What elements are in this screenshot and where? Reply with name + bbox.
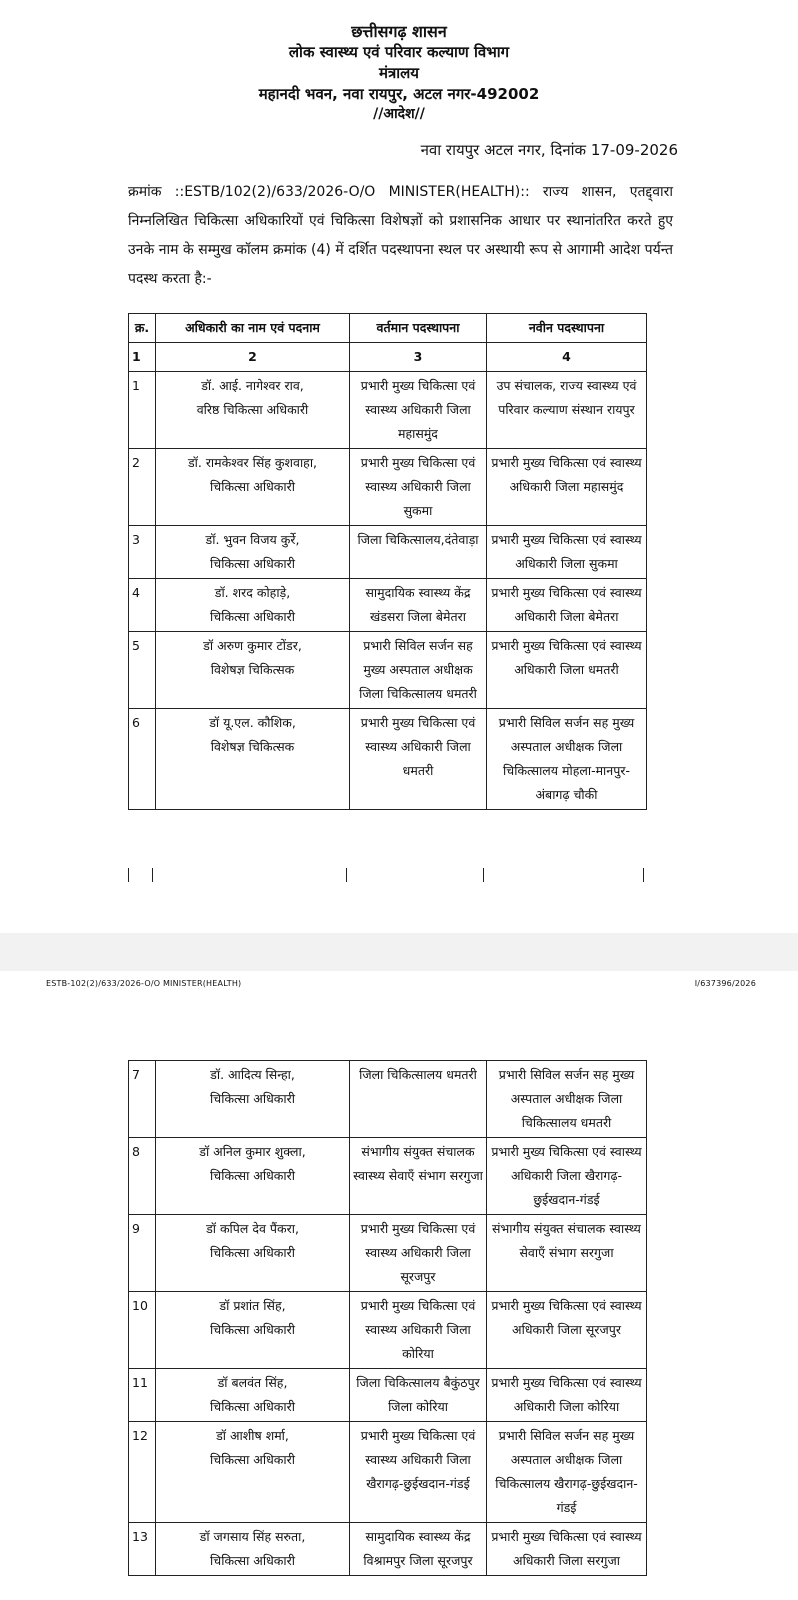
new-posting-cell bbox=[487, 1369, 647, 1422]
current-posting: जिला चिकित्सालय धमतरी bbox=[359, 1067, 477, 1082]
new-posting-cell bbox=[487, 1061, 647, 1138]
officer-name: डॉ कपिल देव पैंकरा, bbox=[206, 1221, 299, 1236]
officer-name: डॉ जगसाय सिंह सरुता, bbox=[199, 1529, 306, 1544]
new-posting: प्रभारी मुख्य चिकित्सा एवं स्वास्थ्य अधिकारी जिला सूरजपुर bbox=[491, 1298, 642, 1337]
officer-name: डॉ. आदित्य सिन्हा, bbox=[210, 1067, 295, 1082]
new-posting: प्रभारी सिविल सर्जन सह मुख्य अस्पताल अधीक्षक जिला चिकित्सालय खैरागढ़-छुईखदान-गंडई bbox=[495, 1428, 638, 1515]
officer-designation: चिकित्सा अधिकारी bbox=[210, 1168, 295, 1183]
serial-number: 5 bbox=[132, 638, 140, 653]
officer-name: डॉ आशीष शर्मा, bbox=[216, 1428, 289, 1443]
transfer-table-page1 bbox=[128, 313, 647, 810]
current-posting-cell bbox=[350, 372, 487, 449]
current-posting: सामुदायिक स्वास्थ्य केंद्र विश्रामपुर जिला सूरजपुर bbox=[363, 1529, 473, 1568]
table-row bbox=[129, 1422, 647, 1523]
current-posting-cell bbox=[350, 1523, 487, 1576]
current-posting: प्रभारी मुख्य चिकित्सा एवं स्वास्थ्य अधिकारी जिला कोरिया bbox=[360, 1298, 476, 1361]
new-posting: संभागीय संयुक्त संचालक स्वास्थ्य सेवाएँ संभाग सरगुजा bbox=[492, 1221, 641, 1260]
table-row bbox=[129, 632, 647, 709]
officer-designation: चिकित्सा अधिकारी bbox=[210, 609, 295, 624]
table-row bbox=[129, 579, 647, 632]
new-posting-cell bbox=[487, 526, 647, 579]
page-separator bbox=[0, 933, 798, 971]
officer-name: डॉ. आई. नागेश्वर राव, bbox=[201, 378, 304, 393]
officer-designation: चिकित्सा अधिकारी bbox=[210, 1322, 295, 1337]
order-paragraph: क्रमांक ::ESTB/102(2)/633/2026-O/O MINISTER(HEALTH):: राज्य शासन, एतद्द्वारा निम्नलिखित चिकित्सा अधिकारियों एवं चिकित्सा विशेषज्ञों को प्रशासनिक आधार पर स्थानांतरित करते हुए उनके नाम के सम्मुख कॉलम क्रमांक (4) में दर्शित पदस्थापना स्थल पर अस्थायी रूप से आगामी आदेश पर्यन्त पदस्थ करता है:- bbox=[128, 184, 673, 287]
officer-cell bbox=[156, 1061, 350, 1138]
serial-number: 9 bbox=[132, 1221, 140, 1236]
current-posting-cell bbox=[350, 449, 487, 526]
current-posting-cell bbox=[350, 1061, 487, 1138]
table-continuation-lines bbox=[128, 868, 648, 882]
officer-name: डॉ. शरद कोहाड़े, bbox=[214, 585, 291, 600]
new-posting-cell bbox=[487, 632, 647, 709]
serial-cell bbox=[129, 709, 156, 810]
header-current-posting: वर्तमान पदस्थापना bbox=[350, 314, 487, 343]
officer-designation: विशेषज्ञ चिकित्सक bbox=[210, 739, 295, 754]
officer-cell bbox=[156, 1422, 350, 1523]
new-posting-cell bbox=[487, 372, 647, 449]
officer-cell bbox=[156, 1215, 350, 1292]
new-posting-cell bbox=[487, 709, 647, 810]
new-posting: उप संचालक, राज्य स्वास्थ्य एवं परिवार कल्याण संस्थान रायपुर bbox=[496, 378, 637, 417]
current-posting-cell bbox=[350, 1422, 487, 1523]
table-row bbox=[129, 449, 647, 526]
serial-cell bbox=[129, 1422, 156, 1523]
serial-number: 7 bbox=[132, 1067, 140, 1082]
officer-designation: चिकित्सा अधिकारी bbox=[210, 1553, 295, 1568]
officer-designation: चिकित्सा अधिकारी bbox=[210, 556, 295, 571]
col-number-4: 4 bbox=[487, 343, 647, 372]
table-header-row bbox=[129, 314, 647, 343]
serial-number: 1 bbox=[132, 378, 140, 393]
officer-cell bbox=[156, 1523, 350, 1576]
serial-number: 12 bbox=[132, 1428, 148, 1443]
footer-file-number: ESTB-102(2)/633/2026-O/O MINISTER(HEALTH) bbox=[46, 979, 242, 988]
officer-name: डॉ अरुण कुमार टोंडर, bbox=[203, 638, 302, 653]
current-posting: जिला चिकित्सालय,दंतेवाड़ा bbox=[357, 532, 479, 547]
serial-number: 6 bbox=[132, 715, 140, 730]
serial-number: 13 bbox=[132, 1529, 148, 1544]
current-posting-cell bbox=[350, 1138, 487, 1215]
officer-cell bbox=[156, 449, 350, 526]
table-row bbox=[129, 1138, 647, 1215]
table-row bbox=[129, 1523, 647, 1576]
officer-name: डॉ अनिल कुमार शुक्ला, bbox=[199, 1144, 306, 1159]
current-posting-cell bbox=[350, 579, 487, 632]
date-line: नवा रायपुर अटल नगर, दिनांक 17-09-2026 bbox=[420, 141, 678, 159]
table-row bbox=[129, 1061, 647, 1138]
new-posting-cell bbox=[487, 1138, 647, 1215]
transfer-table-page2 bbox=[128, 1060, 647, 1576]
col-number-2: 2 bbox=[156, 343, 350, 372]
new-posting-cell bbox=[487, 1422, 647, 1523]
current-posting: संभागीय संयुक्त संचालक स्वास्थ्य सेवाएँ संभाग सरगुजा bbox=[353, 1144, 483, 1183]
current-posting: जिला चिकित्सालय बैकुंठपुर जिला कोरिया bbox=[356, 1375, 480, 1414]
current-posting: प्रभारी मुख्य चिकित्सा एवं स्वास्थ्य अधिकारी जिला धमतरी bbox=[360, 715, 476, 778]
new-posting-cell bbox=[487, 1215, 647, 1292]
serial-cell bbox=[129, 372, 156, 449]
new-posting: प्रभारी मुख्य चिकित्सा एवं स्वास्थ्य अधिकारी जिला महासमुंद bbox=[491, 455, 642, 494]
table-row bbox=[129, 372, 647, 449]
table-row bbox=[129, 526, 647, 579]
serial-number: 3 bbox=[132, 532, 140, 547]
new-posting-cell bbox=[487, 579, 647, 632]
serial-number: 8 bbox=[132, 1144, 140, 1159]
new-posting: प्रभारी सिविल सर्जन सह मुख्य अस्पताल अधीक्षक जिला चिकित्सालय धमतरी bbox=[498, 1067, 635, 1130]
column-number-row bbox=[129, 343, 647, 372]
table-body-page2 bbox=[129, 1061, 647, 1576]
current-posting: प्रभारी मुख्य चिकित्सा एवं स्वास्थ्य अधिकारी जिला महासमुंद bbox=[360, 378, 476, 441]
serial-cell bbox=[129, 1369, 156, 1422]
officer-cell bbox=[156, 632, 350, 709]
serial-cell bbox=[129, 526, 156, 579]
col-number-3: 3 bbox=[350, 343, 487, 372]
current-posting-cell bbox=[350, 1369, 487, 1422]
serial-cell bbox=[129, 579, 156, 632]
serial-cell bbox=[129, 1138, 156, 1215]
new-posting: प्रभारी मुख्य चिकित्सा एवं स्वास्थ्य अधिकारी जिला धमतरी bbox=[491, 638, 642, 677]
header-serial: क्र. bbox=[129, 314, 156, 343]
officer-designation: वरिष्ठ चिकित्सा अधिकारी bbox=[196, 402, 309, 417]
current-posting-cell bbox=[350, 632, 487, 709]
new-posting-cell bbox=[487, 449, 647, 526]
officer-cell bbox=[156, 579, 350, 632]
new-posting-cell bbox=[487, 1523, 647, 1576]
current-posting-cell bbox=[350, 709, 487, 810]
officer-designation: चिकित्सा अधिकारी bbox=[210, 479, 295, 494]
col-number-1: 1 bbox=[129, 343, 156, 372]
officer-designation: चिकित्सा अधिकारी bbox=[210, 1245, 295, 1260]
new-posting: प्रभारी मुख्य चिकित्सा एवं स्वास्थ्य अधिकारी जिला कोरिया bbox=[491, 1375, 642, 1414]
new-posting: प्रभारी मुख्य चिकित्सा एवं स्वास्थ्य अधिकारी जिला सुकमा bbox=[491, 532, 642, 571]
new-posting: प्रभारी मुख्य चिकित्सा एवं स्वास्थ्य अधिकारी जिला खैरागढ़-छुईखदान-गंडई bbox=[491, 1144, 642, 1207]
serial-number: 10 bbox=[132, 1298, 148, 1313]
officer-name: डॉ बलवंत सिंह, bbox=[217, 1375, 288, 1390]
officer-cell bbox=[156, 709, 350, 810]
serial-cell bbox=[129, 632, 156, 709]
govt-title: छत्तीसगढ़ शासन bbox=[351, 22, 447, 41]
officer-designation: चिकित्सा अधिकारी bbox=[210, 1452, 295, 1467]
officer-cell bbox=[156, 1292, 350, 1369]
current-posting-cell bbox=[350, 1215, 487, 1292]
address-line: महानदी भवन, नवा रायपुर, अटल नगर-492002 bbox=[258, 85, 540, 103]
new-posting: प्रभारी मुख्य चिकित्सा एवं स्वास्थ्य अधिकारी जिला सरगुजा bbox=[491, 1529, 642, 1568]
table-row bbox=[129, 709, 647, 810]
table-body-page1 bbox=[129, 372, 647, 810]
serial-number: 2 bbox=[132, 455, 140, 470]
serial-number: 4 bbox=[132, 585, 140, 600]
footer-receipt-number: I/637396/2026 bbox=[694, 979, 756, 988]
table-row bbox=[129, 1215, 647, 1292]
table-row bbox=[129, 1369, 647, 1422]
serial-cell bbox=[129, 1215, 156, 1292]
current-posting-cell bbox=[350, 526, 487, 579]
current-posting: प्रभारी मुख्य चिकित्सा एवं स्वास्थ्य अधिकारी जिला सुकमा bbox=[360, 455, 476, 518]
current-posting: प्रभारी मुख्य चिकित्सा एवं स्वास्थ्य अधिकारी जिला खैरागढ़-छुईखदान-गंडई bbox=[360, 1428, 476, 1491]
current-posting: प्रभारी सिविल सर्जन सह मुख्य अस्पताल अधीक्षक जिला चिकित्सालय धमतरी bbox=[359, 638, 477, 701]
current-posting: प्रभारी मुख्य चिकित्सा एवं स्वास्थ्य अधिकारी जिला सूरजपुर bbox=[360, 1221, 476, 1284]
officer-designation: विशेषज्ञ चिकित्सक bbox=[210, 662, 295, 677]
serial-cell bbox=[129, 449, 156, 526]
officer-designation: चिकित्सा अधिकारी bbox=[210, 1091, 295, 1106]
officer-name: डॉ. रामकेश्वर सिंह कुशवाहा, bbox=[187, 455, 318, 470]
department-title: लोक स्वास्थ्य एवं परिवार कल्याण विभाग bbox=[288, 43, 510, 61]
new-posting-cell bbox=[487, 1292, 647, 1369]
officer-name: डॉ. भुवन विजय कुर्रे, bbox=[205, 532, 300, 547]
serial-cell bbox=[129, 1292, 156, 1369]
current-posting: सामुदायिक स्वास्थ्य केंद्र खंडसरा जिला बेमेतरा bbox=[365, 585, 471, 624]
officer-cell bbox=[156, 526, 350, 579]
serial-number: 11 bbox=[132, 1375, 148, 1390]
serial-cell bbox=[129, 1523, 156, 1576]
current-posting-cell bbox=[350, 1292, 487, 1369]
header-name: अधिकारी का नाम एवं पदनाम bbox=[156, 314, 350, 343]
officer-cell bbox=[156, 1138, 350, 1215]
officer-name: डॉ प्रशांत सिंह, bbox=[219, 1298, 286, 1313]
ministry-title: मंत्रालय bbox=[378, 64, 419, 82]
order-heading: //आदेश// bbox=[373, 106, 425, 122]
header-new-posting: नवीन पदस्थापना bbox=[487, 314, 647, 343]
officer-cell bbox=[156, 372, 350, 449]
officer-name: डॉ यू.एल. कौशिक, bbox=[209, 715, 296, 730]
officer-cell bbox=[156, 1369, 350, 1422]
officer-designation: चिकित्सा अधिकारी bbox=[210, 1399, 295, 1414]
serial-cell bbox=[129, 1061, 156, 1138]
new-posting: प्रभारी मुख्य चिकित्सा एवं स्वास्थ्य अधिकारी जिला बेमेतरा bbox=[491, 585, 642, 624]
new-posting: प्रभारी सिविल सर्जन सह मुख्य अस्पताल अधीक्षक जिला चिकित्सालय मोहला-मानपुर-अंबागढ़ चौकी bbox=[498, 715, 635, 802]
table-row bbox=[129, 1292, 647, 1369]
